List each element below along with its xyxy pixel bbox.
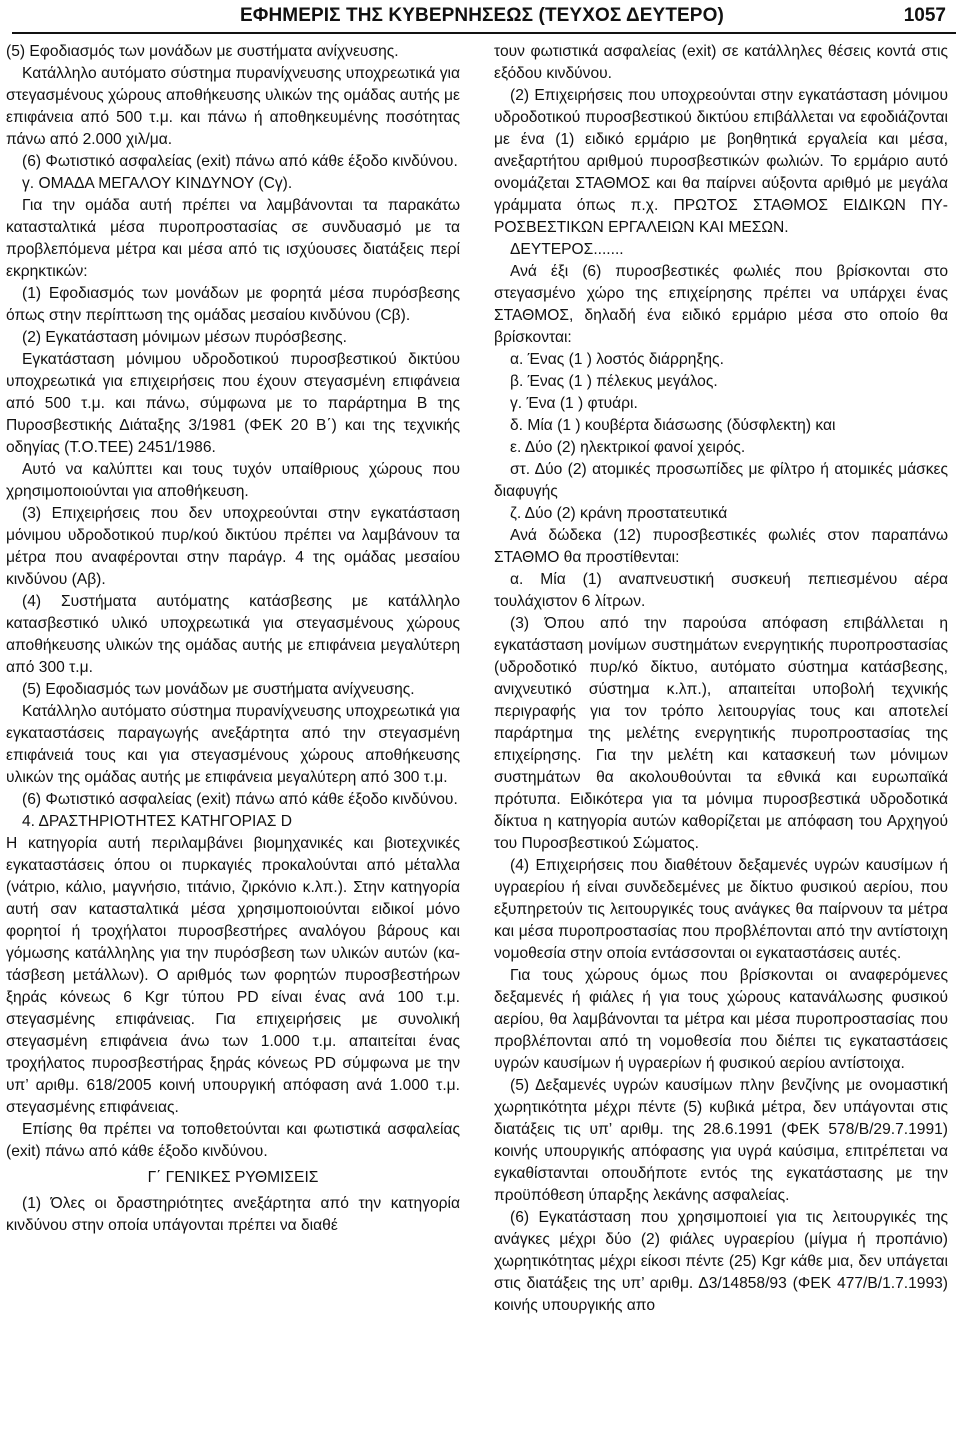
list-item: ζ. Δύο (2) κράνη προστατευτικά [510, 505, 728, 522]
paragraph: (3) Επιχειρήσεις που δεν υποχρεούνται στην εγκατάσταση μόνιμου υδροδοτικού πυρ/κού δικτύου πρέπει να λαμβάνουν τα μέτρα που αναφέρονται στην παράγρ. 4 της ομάδας μεσαίου κινδύνου (Αβ). [6, 505, 460, 588]
left-column [6, 41, 460, 1237]
list-item: γ. Ένα (1 ) φτυάρι. [510, 395, 638, 412]
list-item: α. Ένας (1 ) λοστός διάρρηξης. [510, 351, 724, 368]
list-item: β. Ένας (1 ) πέλεκυς μεγάλος. [510, 373, 718, 390]
paragraph: (6) Φωτιστικό ασφαλείας (exit) πάνω από κάθε έξοδο κινδύνου. [22, 153, 458, 170]
section-heading: γ. ΟΜΑΔΑ ΜΕΓΑΛΟΥ ΚΙΝΔΥΝΟΥ (Cγ). [22, 175, 293, 192]
paragraph: Επίσης θα πρέπει να τοποθετούνται και φωτιστικά ασφαλείας (exit) πάνω από κάθε έξοδο κινδύνου. [6, 1121, 460, 1160]
paragraph: ΔΕΥΤΕΡΟΣ....... [510, 241, 624, 258]
gazette-title: ΕΦΗΜΕΡΙΣ ΤΗΣ ΚΥΒΕΡΝΗΣΕΩΣ (ΤΕΥΧΟΣ ΔΕΥΤΕΡΟ) [240, 5, 724, 26]
paragraph: (6) Φωτιστικό ασφαλείας (exit) πάνω από κάθε έξοδο κινδύνου. [22, 791, 458, 808]
list-item: α. Μία (1) αναπνευστική συσκευή πεπιεσμένου αέρα τουλάχιστον 6 λίτρων. [494, 571, 948, 610]
list-item: στ. Δύο (2) ατομικές προσωπίδες με φίλτρο ή ατομικές μάσκες διαφυγής [494, 461, 948, 500]
paragraph: (4) Συστήματα αυτόματης κατάσβεσης με κατάλληλο κατασβεστικό υλικό υποχρεωτικά για στεγασμένους χώρους αποθήκευσης υλικών της ομάδας αυτής με επιφάνεια μεγαλύτερη από 300 τ.μ. [6, 593, 460, 676]
paragraph: Κατάλληλο αυτόματο σύστημα πυρανίχνευσης υποχρεωτικά για εγκαταστάσεις παραγωγής ανεξάρτητα από την στεγασμένη επιφάνειά τους και για στεγασμένους χώρους αποθήκευσης υλικών της ομάδας αυτής με επιφάνεια μεγαλύτερη από 300 τ.μ. [6, 703, 460, 786]
paragraph: Ανά έξι (6) πυροσβεστικές φωλιές που βρίσκονται στο στεγασμένο χώρο της επιχείρησης πρέπει να υπάρχει ένας ΣΤΑΘΜΟΣ, δηλαδή ένα ειδικό ερμάριο μέσα στο οποίο θα βρίσκονται: [494, 263, 948, 346]
section-heading: 4. ΔΡΑΣΤΗΡΙΟΤΗΤΕΣ ΚΑΤΗΓΟΡΙΑΣ D [22, 813, 293, 830]
paragraph: Κατάλληλο αυτόματο σύστημα πυρανίχνευσης υποχρεωτικά για στεγασμένους χώρους αποθήκευσης υλικών της ομάδας αυτής με επιφάνεια από 500 τ.μ. και πάνω ή αποθηκευμένης ποσότητας πάνω από 2.000 χιλ/μα. [6, 65, 460, 148]
right-column [494, 41, 948, 1317]
paragraph: (2) Επιχειρήσεις που υποχρεούνται στην εγκατάσταση μόνιμου υδροδοτικού πυροσβεστικού δικτύου επιβάλλεται να εφοδιάζονται με ένα (1) ειδικό ερμάριο με βοηθητικά εργαλεία και μέσα, ανεξαρτήτου αριθμού πυροσβεστικών φωλιών. Το ερμάριο αυτό ονομάζεται ΣΤΑΘΜΟΣ και θα παίρνει αύξοντα αριθμό με μεγάλα γράμματα όπως π.χ. ΠΡΩΤΟΣ ΣΤΑΘΜΟΣ ΕΙΔΙΚΩΝ ΠΥΡΟΣΒΕΣΤΙΚΩΝ ΕΡΓΑΛΕΙΩΝ ΚΑΙ ΜΕΣΩΝ. [494, 87, 948, 236]
paragraph: (1) Εφοδιασμός των μονάδων με φορητά μέσα πυρόσβεσης όπως στην περίπτωση της ομάδας μεσαίου κινδύνου (Cβ). [6, 285, 460, 324]
paragraph: (5) Εφοδιασμός των μονάδων με συστήματα ανίχνευσης. [22, 681, 415, 698]
paragraph: (2) Εγκατάσταση μόνιμων μέσων πυρόσβεσης. [22, 329, 347, 346]
paragraph: Εγκατάσταση μόνιμου υδροδοτικού πυροσβεστικού δικτύου υποχρεωτικά για επιχειρήσεις που έχουν στεγασμένη επιφάνεια από 500 τ.μ. και πάνω, σύμφωνα με το παράρτημα Β της Πυροσβεστικής Διάταξης 3/1981 (ΦΕΚ 20 Β΄) και της τεχνικής οδηγίας (Τ.Ο.ΤΕΕ) 2451/1986. [6, 351, 460, 456]
paragraph: τουν φωτιστικά ασφαλείας (exit) σε κατάλληλες θέσεις κοντά στις εξόδου κινδύνου. [494, 43, 948, 82]
paragraph: Η κατηγορία αυτή περιλαμβάνει βιομηχανικές και βιοτεχνικές εγκαταστάσεις όπου οι πυρκαγιές προκαλούνται από μέταλλα (νάτριο, κάλιο, μαγνήσιο, τιτάνιο, ζιρκόνιο κ.λπ.). Στην κατηγορία αυτή σαν κατασταλτικά μέσα χρησιμοποιούνται ειδικοί μόνο φορητοί ή τροχήλατοι πυροσβεστήρες αναλόγου βάρους και γόμωσης κατάλληλης για την πυρόσβεση των υλικών αυτών (κατάσβεση μετάλλων). Ο αριθμός των φορητών πυροσβεστήρων ξηράς κόνεως 6 Kgr τύπου PD είναι ένας ανά 100 τ.μ. στεγασμένης επιφάνειας. Για επιχειρήσεις με συνολική στεγασμένη επιφάνεια άνω των 1.000 τ.μ. απαιτείται ένας τροχήλατος πυροσβεστήρας ξηράς κόνεως PD σύμφωνα με την υπ’ αριθμ. 618/2005 κοινή υπουργική απόφαση ανά 1.000 τ.μ. στεγασμένης επιφάνειας. [6, 835, 460, 1116]
paragraph: (1) Όλες οι δραστηριότητες ανεξάρτητα από την κατηγορία κινδύνου στην οποία υπάγονται πρέπει να διαθέ [6, 1195, 460, 1234]
paragraph: Για την ομάδα αυτή πρέπει να λαμβάνονται τα παρακάτω κατασταλτικά μέσα πυροπροστασίας σε συνδυασμό με τα προβλεπόμενα μέτρα και μέσα από τις ισχύουσες διατάξεις περί εκρηκτικών: [6, 197, 460, 280]
page-number: 1057 [903, 5, 946, 26]
paragraph: Αυτό να καλύπτει και τους τυχόν υπαίθριους χώρους που χρησιμοποιούνται για αποθήκευση. [6, 461, 460, 500]
section-heading: Γ΄ ΓΕΝΙΚΕΣ ΡΥΘΜΙΣΕΙΣ [147, 1169, 319, 1186]
paragraph: (4) Επιχειρήσεις που διαθέτουν δεξαμενές υγρών καυσίμων ή υγραερίου ή είναι συνδεδεμένες με δίκτυο φυσικού αερίου, που εξυπηρετούν τις λειτουργικές τους ανάγκες θα παίρνουν τα μέτρα και μέσα πυροπροστασίας που προβλέπονται από την αντίστοιχη νομοθεσία στην οποία εντάσσονται οι εγκαταστάσεις αυτές. [494, 857, 948, 962]
header-rule [12, 32, 956, 34]
paragraph: Για τους χώρους όμως που βρίσκονται οι αναφερόμενες δεξαμενές ή φιάλες ή για τους χώρους κατανάλωσης φυσικού αερίου, θα λαμβάνονται τα μέτρα και μέσα πυροπροστασίας που προβλέπονται από τη νομοθεσία που διέπει τις εγκαταστάσεις υγρών καυσίμων ή υγραερίων ή φυσικού αερίου αντίστοιχα. [494, 967, 948, 1072]
paragraph: (3) Όπου από την παρούσα απόφαση επιβάλλεται η εγκατάσταση μονίμων συστημάτων ενεργητικής πυροπροστασίας (υδροδοτικό πυρ/κό δίκτυο, αυτόματο σύστημα κατάσβεσης, ανιχνευτικό σύστημα κ.λπ.), απαιτείται υποβολή τεχνικής περιγραφής για τον τρόπο λειτουργίας τους και αποτελεί παράρτημα της μελέτης ενεργητικής πυροπροστασίας της επιχείρησης. Για την μελέτη και κατασκευή των μόνιμων συστημάτων θα ακολουθούνται τα εθνικά και ευρωπαϊκά πρότυπα. Ειδικότερα για τα μόνιμα πυροσβεστικά υδροδοτικά δίκτυα η κατηγορία αυτών καθορίζεται με απόφαση του Αρχηγού του Πυροσβεστικού Σώματος. [494, 615, 948, 852]
list-item: ε. Δύο (2) ηλεκτρικοί φανοί χειρός. [510, 439, 746, 456]
paragraph: (6) Εγκατάσταση που χρησιμοποιεί για τις λειτουργικές της ανάγκες μέχρι δύο (2) φιάλες υγραερίου (μίγμα ή προπάνιο) χωρητικότητας μέχρι είκοσι πέντε (25) Kgr κάθε μια, δεν υπάγεται στις διατάξεις της υπ’ αριθμ. Δ3/14858/93 (ΦΕΚ 477/Β/1.7.1993) κοινής υπουργικής απο [494, 1209, 948, 1314]
list-item: δ. Μία (1 ) κουβέρτα διάσωσης (δύσφλεκτη) και [510, 417, 836, 434]
paragraph: (5) Δεξαμενές υγρών καυσίμων πλην βενζίνης με ονομαστική χωρητικότητα μέχρι πέντε (5) κυβικά μέτρα, δεν υπάγονται στις διατάξεις τις υπ’ αριθμ. της 28.6.1991 (ΦΕΚ 578/Β/29.7.1991) κοινής υπουργικής απόφασης για υγρά καύσιμα, επιτρέπεται να εγκαθίστανται οπουδήποτε εντός της εγκατάστασης με την προϋπόθεση ύπαρξης λεκάνης ασφαλείας. [494, 1077, 948, 1204]
paragraph: Ανά δώδεκα (12) πυροσβεστικές φωλιές στον παραπάνω ΣΤΑΘΜΟ θα προστίθενται: [494, 527, 948, 566]
paragraph: (5) Εφοδιασμός των μονάδων με συστήματα ανίχνευσης. [6, 43, 399, 60]
page-header [0, 0, 960, 34]
